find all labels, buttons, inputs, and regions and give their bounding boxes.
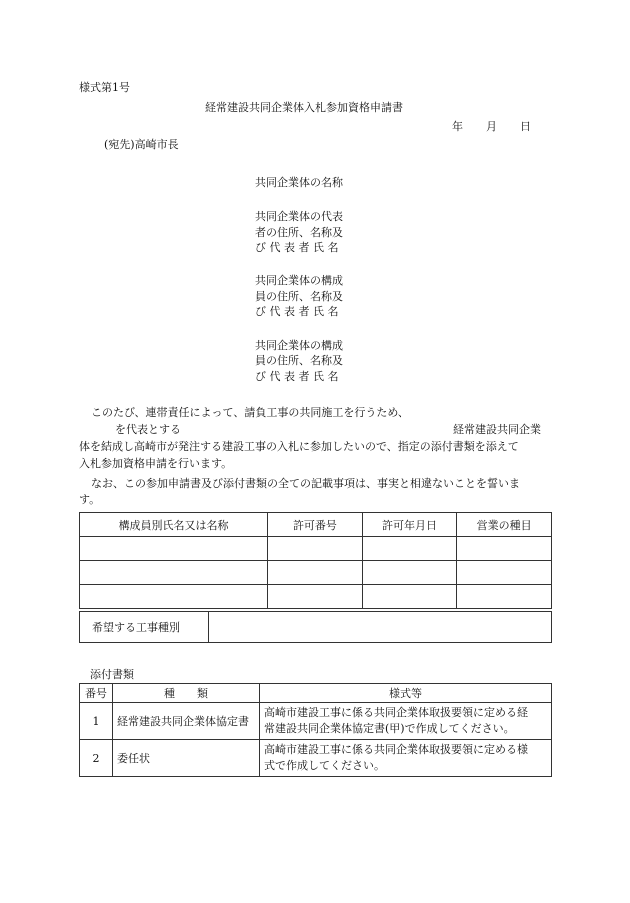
body-line: 体を結成し高崎市が発注する建設工事の入札に参加したいので、指定の添付書類を添えて <box>79 440 519 453</box>
attachment-format-line: 高崎市建設工事に係る共同企業体取扱要領に定める経 <box>264 706 528 719</box>
table-cell[interactable] <box>457 537 552 561</box>
field-jv-name: 共同企業体の名称 <box>255 176 343 189</box>
field-line: び 代 表 者 氏 名 <box>255 305 339 318</box>
attachment-format-line: 高崎市建設工事に係る共同企業体取扱要領に定める様 <box>264 743 528 756</box>
table-cell[interactable] <box>80 585 268 609</box>
field-line: 共同企業体の構成 <box>255 274 343 287</box>
page-title: 経常建設共同企業体入札参加資格申請書 <box>205 101 403 114</box>
attachment-type: 経常建設共同企業体協定書 <box>113 703 260 740</box>
field-line: 員の住所、名称及 <box>255 290 343 303</box>
field-line: 共同企業体の代表 <box>255 210 343 223</box>
body-line: す。 <box>79 493 101 506</box>
table-cell[interactable] <box>457 585 552 609</box>
field-line: び 代 表 者 氏 名 <box>255 241 339 254</box>
body-line: を代表とする <box>115 423 181 436</box>
table-row <box>80 561 552 585</box>
field-line: 共同企業体の構成 <box>255 339 343 352</box>
col-header-permit-no: 許可番号 <box>268 513 363 537</box>
attachment-number: 2 <box>80 740 113 777</box>
col-header-name: 構成員別氏名又は名称 <box>80 513 268 537</box>
table-cell[interactable] <box>80 537 268 561</box>
table-row <box>80 703 552 740</box>
col-header-business-type: 営業の種目 <box>457 513 552 537</box>
desired-work-label: 希望する工事種別 <box>80 612 209 643</box>
attachment-type: 委任状 <box>113 740 260 777</box>
table-header-row <box>80 513 552 537</box>
attachments-heading: 添付書類 <box>90 668 134 681</box>
body-line: 経常建設共同企業 <box>453 423 541 436</box>
col-header-type: 種 類 <box>113 684 260 703</box>
attachments-table <box>79 683 552 777</box>
table-row <box>80 537 552 561</box>
table-cell[interactable] <box>268 585 363 609</box>
table-row <box>80 740 552 777</box>
date-year: 年 <box>452 120 463 133</box>
table-cell[interactable] <box>362 537 457 561</box>
table-cell[interactable] <box>362 561 457 585</box>
attachment-format-line: 常建設共同企業体協定書(甲)で作成してください。 <box>264 722 515 735</box>
col-header-format: 様式等 <box>260 684 552 703</box>
members-table <box>79 512 552 609</box>
attachment-number: 1 <box>80 703 113 740</box>
date-day: 日 <box>520 120 531 133</box>
field-line: 者の住所、名称及 <box>255 226 343 239</box>
desired-work-input[interactable] <box>209 612 552 643</box>
table-cell[interactable] <box>362 585 457 609</box>
attachment-format-line: 式で作成してください。 <box>264 759 385 772</box>
desired-work-table <box>79 611 552 643</box>
col-header-permit-date: 許可年月日 <box>362 513 457 537</box>
body-line: このたび、連帯責任によって、請負工事の共同施工を行うため、 <box>91 406 409 419</box>
table-header-row <box>80 684 552 703</box>
table-cell[interactable] <box>457 561 552 585</box>
attachment-format <box>260 740 552 777</box>
body-line: なお、この参加申請書及び添付書類の全ての記載事項は、事実と相違ないことを誓いま <box>91 477 520 490</box>
table-cell[interactable] <box>268 561 363 585</box>
addressee: (宛先)高崎市長 <box>104 138 179 151</box>
date-month: 月 <box>486 120 497 133</box>
col-header-number: 番号 <box>80 684 113 703</box>
field-line: 員の住所、名称及 <box>255 354 343 367</box>
body-line: 入札参加資格申請を行います。 <box>79 457 233 470</box>
form-number: 様式第1号 <box>79 81 130 94</box>
field-line: び 代 表 者 氏 名 <box>255 370 339 383</box>
table-cell[interactable] <box>80 561 268 585</box>
table-cell[interactable] <box>268 537 363 561</box>
table-row <box>80 585 552 609</box>
attachment-format <box>260 703 552 740</box>
